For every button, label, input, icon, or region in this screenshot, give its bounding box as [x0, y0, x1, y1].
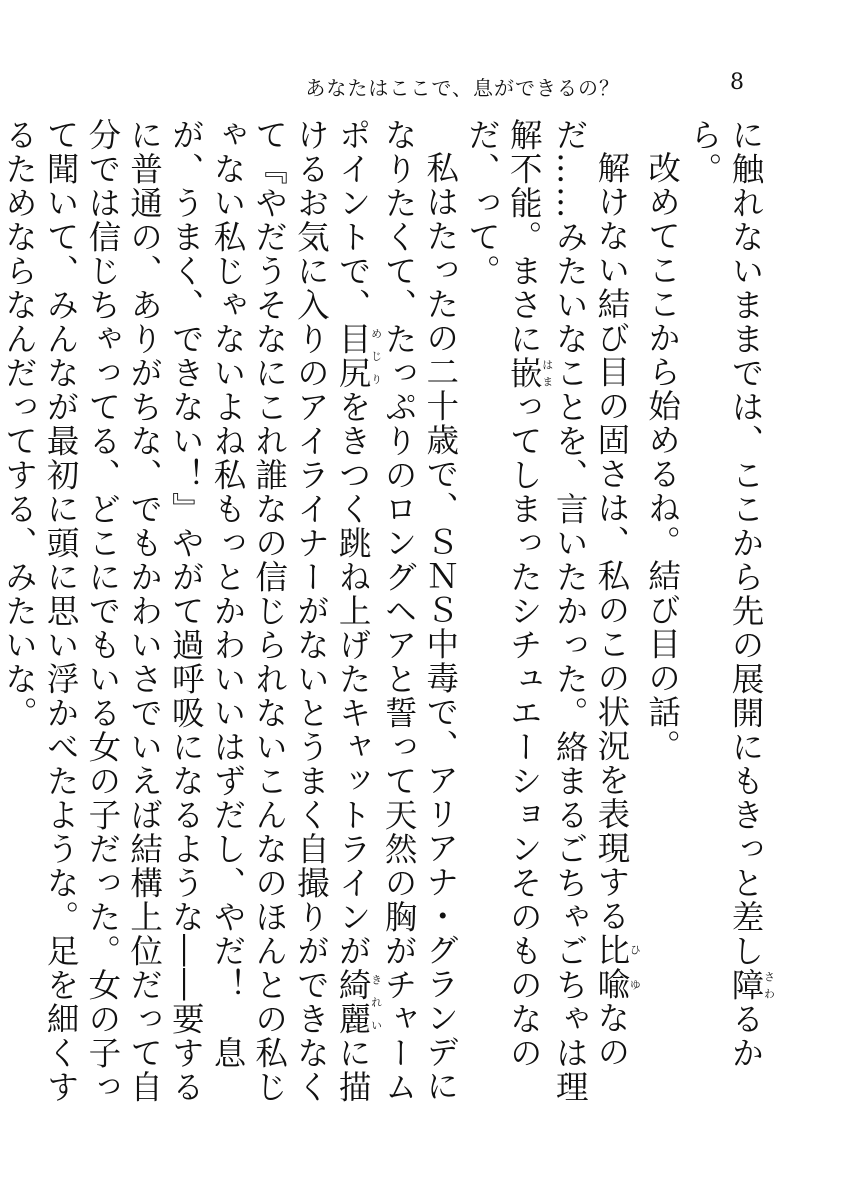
text-run: をきつく跳ね上げたキャットラインが — [334, 390, 373, 968]
ruby-reading: ひゆ — [628, 932, 642, 1001]
ruby-reading: はま — [540, 356, 554, 390]
ruby-base: 比喩 — [592, 932, 631, 1001]
running-header: あなたはここで、息ができるの？ — [305, 76, 620, 100]
ruby-reading: さわ — [762, 968, 776, 1002]
ruby-annotation — [592, 932, 642, 1001]
text-run: 私はたったの二十歳で、ＳＮＳ中毒で、アリアナ・グランデになりたくて、たっぷりのロングヘアと誓って天然の胸がチャームポイントで、 — [334, 118, 460, 1104]
text-run: ってしまったシチュエーションそのものなのだ、って。 — [463, 118, 544, 1070]
vertical-body-text — [0, 118, 776, 1128]
paragraph — [683, 118, 775, 1128]
ruby-annotation — [334, 322, 383, 390]
text-run: 改めてここから始めるね。結び目の話。 — [643, 150, 682, 763]
ruby-reading: めじり — [369, 322, 383, 390]
ruby-base: 嵌 — [505, 356, 544, 390]
ruby-base: 綺麗 — [334, 968, 373, 1036]
paragraph — [641, 118, 683, 1128]
page-number: 8 — [730, 70, 744, 95]
text-run: るから。 — [685, 118, 765, 1070]
text-run: に描けるお気に入りのアイライナーがないとうまく自撮りができなくて『やだうそなにこれ誰なの信じられないこんなのほんとの私じゃない私じゃないよね私もっとかわいいはずだし、やだ！ 息が、うまく、できない！』やがて過呼吸になるような――要するに普通の、ありがちな、でもかわいさでいえば結構上位だって自分では信じちゃってる、どこにでもいる女の子だった。女の子って聞いて、みんなが最初に頭に思い浮かべたような。足を細くするためならなんだってする、みたいな。 — [0, 118, 373, 1104]
ruby-annotation — [727, 968, 776, 1002]
ruby-base: 障 — [727, 968, 765, 1002]
text-run: 解けない結び目の固さは、私のこの状況を表現する — [592, 150, 631, 933]
ruby-base: 目尻 — [334, 322, 373, 390]
ruby-reading: きれい — [369, 968, 383, 1036]
text-run: に触れないままでは、ここから先の展開にもきっと差し — [727, 118, 765, 968]
ruby-annotation — [505, 356, 554, 390]
text-run: なのだ……みたいなことを、言いたかった。絡まるごちゃごちゃは理解不能。まさに — [505, 118, 631, 1104]
paragraph — [0, 118, 461, 1128]
ruby-annotation — [334, 968, 383, 1036]
paragraph — [461, 118, 641, 1128]
